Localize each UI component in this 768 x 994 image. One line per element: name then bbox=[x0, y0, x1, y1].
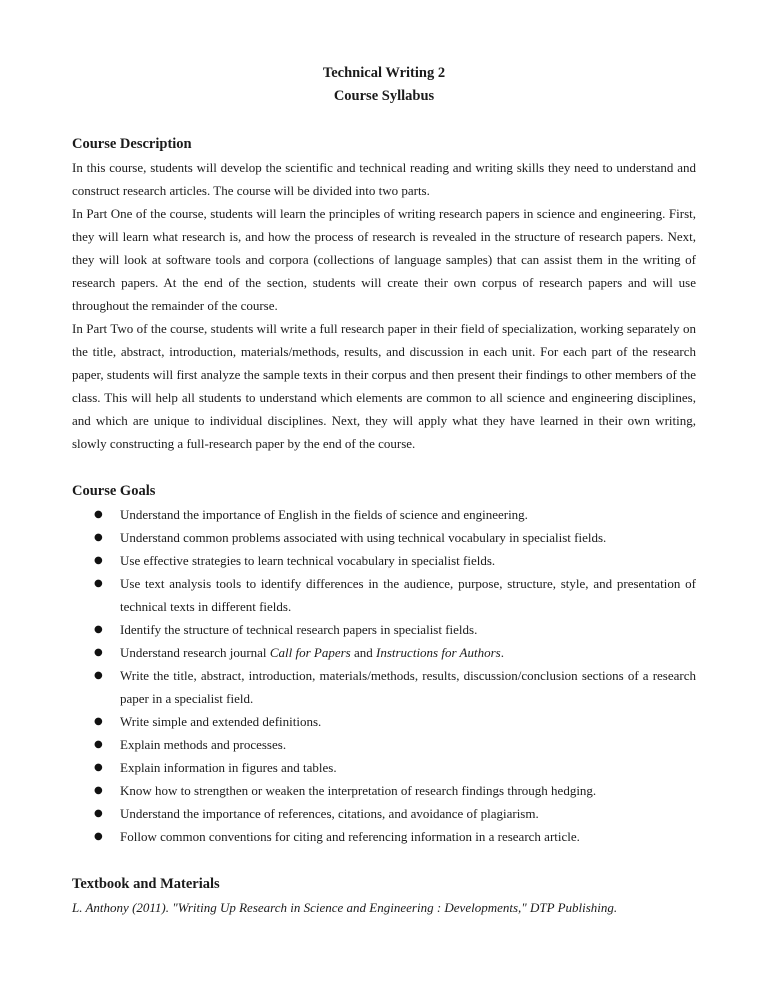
document-title bbox=[72, 62, 696, 108]
course-goal-item bbox=[72, 641, 696, 664]
description-paragraph-3: In Part Two of the course, students will write a full research paper in their field of specialization, working separately on the title, abstract, introduction, materials/methods, results, and discussion in each unit. For each part of the research paper, students will first analyze the sample texts in their corpus and then present their findings to other members of the class. This will help all students to understand which elements are common to all science and engineering disciplines, and which are unique to individual disciplines. Next, they will apply what they have learned in their own writing, slowly constructing a full-research paper by the end of the course. bbox=[72, 321, 696, 451]
course-goal-text: Explain methods and processes. bbox=[120, 737, 287, 752]
course-goal-item bbox=[72, 825, 696, 848]
bullet-icon: ● bbox=[94, 762, 103, 773]
bullet-icon: ● bbox=[94, 808, 103, 819]
course-goals-list bbox=[72, 503, 696, 848]
bullet-icon: ● bbox=[94, 578, 103, 589]
course-goal-text: Write simple and extended definitions. bbox=[120, 714, 322, 729]
bullet-icon: ● bbox=[94, 555, 103, 566]
course-goal-item bbox=[72, 756, 696, 779]
course-goal-item bbox=[72, 664, 696, 710]
course-goal-item bbox=[72, 526, 696, 549]
course-goal-text: Understand the importance of references, citations, and avoidance of plagiarism. bbox=[120, 806, 539, 821]
bullet-icon: ● bbox=[94, 647, 103, 658]
section-heading-textbook: Textbook and Materials bbox=[72, 876, 220, 892]
textbook-citation: L. Anthony (2011). "Writing Up Research in Science and Engineering : Developments," DTP Publishing. bbox=[72, 900, 618, 915]
bullet-icon: ● bbox=[94, 716, 103, 727]
course-goal-text: Understand the importance of English in the fields of science and engineering. bbox=[120, 507, 528, 522]
course-goal-text: Follow common conventions for citing and referencing information in a research article. bbox=[120, 829, 580, 844]
bullet-icon: ● bbox=[94, 624, 103, 635]
bullet-icon: ● bbox=[94, 785, 103, 796]
bullet-icon: ● bbox=[94, 739, 103, 750]
bullet-icon: ● bbox=[94, 509, 103, 520]
course-goal-text: Explain information in figures and tables. bbox=[120, 760, 337, 775]
course-goal-item bbox=[72, 779, 696, 802]
course-goal-item bbox=[72, 549, 696, 572]
course-goal-item bbox=[72, 503, 696, 526]
course-goal-item bbox=[72, 572, 696, 618]
course-goal-text: Understand common problems associated with using technical vocabulary in specialist fields. bbox=[120, 530, 607, 545]
course-goal-text: Identify the structure of technical research papers in specialist fields. bbox=[120, 622, 478, 637]
course-goal-item bbox=[72, 802, 696, 825]
bullet-icon: ● bbox=[94, 831, 103, 842]
course-goal-text: Write the title, abstract, introduction, materials/methods, results, discussion/conclusion sections of a research paper in a specialist field. bbox=[120, 668, 696, 706]
title-line-2: Course Syllabus bbox=[333, 88, 435, 104]
description-paragraph-2: In Part One of the course, students will learn the principles of writing research papers in science and engineering. First, they will learn what research is, and how the process of research is revealed in the structure of research papers. Next, they will look at software tools and corpora (collections of language samples) that can assist them in the writing of research papers. At the end of the section, students will create their own corpus of research papers and will use throughout the remainder of the course. bbox=[72, 206, 696, 313]
section-heading-course-goals: Course Goals bbox=[72, 483, 156, 499]
bullet-icon: ● bbox=[94, 532, 103, 543]
description-paragraph-1: In this course, students will develop the scientific and technical reading and writing skills they need to understand and construct research articles. The course will be divided into two parts. bbox=[72, 160, 696, 198]
bullet-icon: ● bbox=[94, 670, 103, 681]
course-goal-text: Use effective strategies to learn technical vocabulary in specialist fields. bbox=[120, 553, 496, 568]
course-goal-item bbox=[72, 618, 696, 641]
title-line-1: Technical Writing 2 bbox=[322, 65, 446, 81]
course-goal-text: Use text analysis tools to identify differences in the audience, purpose, structure, style, and presentation of technical texts in different fields. bbox=[120, 576, 696, 614]
course-goal-item bbox=[72, 710, 696, 733]
course-goal-item bbox=[72, 733, 696, 756]
course-goal-text: Understand research journal Call for Papers and Instructions for Authors. bbox=[120, 645, 504, 660]
course-goal-text: Know how to strengthen or weaken the interpretation of research findings through hedging. bbox=[120, 783, 597, 798]
section-heading-course-description: Course Description bbox=[72, 136, 192, 152]
